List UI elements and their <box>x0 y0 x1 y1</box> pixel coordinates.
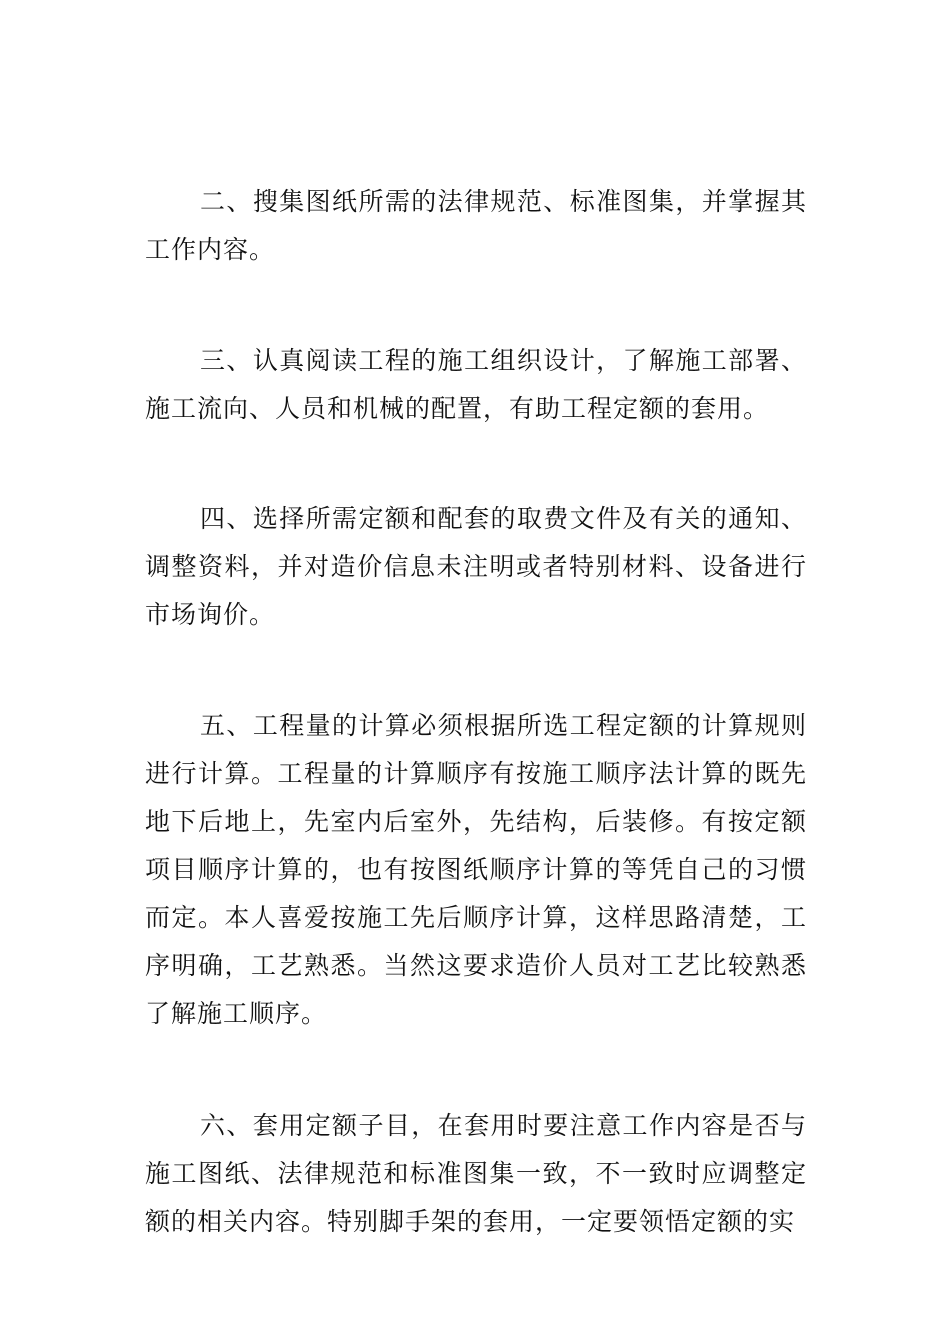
paragraph-4: 四、选择所需定额和配套的取费文件及有关的通知、调整资料，并对造价信息未注明或者特别材料、设备进行市场询价。 <box>145 504 807 629</box>
paragraph-3: 三、认真阅读工程的施工组织设计，了解施工部署、施工流向、人员和机械的配置，有助工程定额的套用。 <box>145 346 807 423</box>
paragraph-5: 五、工程量的计算必须根据所选工程定额的计算规则进行计算。工程量的计算顺序有按施工顺序法计算的既先地下后地上，先室内后室外，先结构，后装修。有按定额项目顺序计算的，也有按图纸顺序计算的等凭自己的习惯而定。本人喜爱按施工先后顺序计算，这样思路清楚，工序明确，工艺熟悉。当然这要求造价人员对工艺比较熟悉了解施工顺序。 <box>145 711 807 1028</box>
document-body <box>145 178 807 1246</box>
paragraph-6: 六、套用定额子目，在套用时要注意工作内容是否与施工图纸、法律规范和标准图集一致，不一致时应调整定额的相关内容。特别脚手架的套用，一定要领悟定额的实 <box>145 1111 807 1236</box>
paragraph-2: 二、搜集图纸所需的法律规范、标准图集，并掌握其工作内容。 <box>145 187 807 264</box>
